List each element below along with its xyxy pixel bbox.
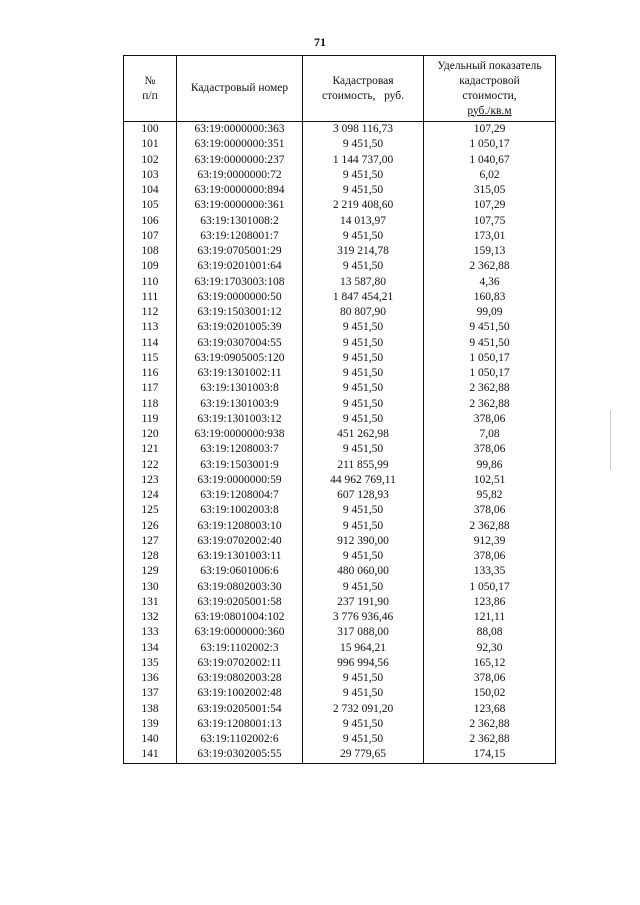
cell-cadastral-cost: 912 390,00: [303, 534, 424, 549]
table-row: [124, 336, 556, 351]
cell-cadastral-number: 63:19:0000000:72: [177, 168, 303, 183]
table-row: [124, 702, 556, 717]
cell-cadastral-number: 63:19:1208003:10: [177, 519, 303, 534]
table-row: [124, 259, 556, 274]
cell-row-number: 114: [124, 336, 177, 351]
cell-cadastral-number: 63:19:1208001:7: [177, 229, 303, 244]
table-row: [124, 366, 556, 381]
cell-row-number: 134: [124, 641, 177, 656]
cell-cadastral-cost: 2 219 408,60: [303, 198, 424, 213]
header-cost-line1: Кадастровая: [332, 74, 394, 87]
cell-specific-cost: 123,86: [424, 595, 556, 610]
table-row: [124, 732, 556, 747]
scan-edge-mark: [610, 410, 611, 470]
cell-specific-cost: 121,11: [424, 610, 556, 625]
cell-cadastral-number: 63:19:0000000:237: [177, 153, 303, 168]
cell-cadastral-number: 63:19:1301003:8: [177, 381, 303, 396]
cell-specific-cost: 107,29: [424, 122, 556, 138]
page-number: 71: [314, 35, 326, 49]
header-cadastral-number: [177, 56, 303, 122]
table-row: [124, 747, 556, 763]
cell-row-number: 113: [124, 320, 177, 335]
cell-specific-cost: 2 362,88: [424, 732, 556, 747]
table-row: [124, 442, 556, 457]
table-body: [124, 122, 556, 764]
cell-cadastral-number: 63:19:0000000:938: [177, 427, 303, 442]
cell-cadastral-cost: 9 451,50: [303, 580, 424, 595]
cell-cadastral-number: 63:19:0201001:64: [177, 259, 303, 274]
cell-row-number: 101: [124, 137, 177, 152]
table-row: [124, 427, 556, 442]
cell-specific-cost: 1 050,17: [424, 137, 556, 152]
cell-specific-cost: 92,30: [424, 641, 556, 656]
table-row: [124, 122, 556, 138]
cell-specific-cost: 315,05: [424, 183, 556, 198]
cell-cadastral-cost: 29 779,65: [303, 747, 424, 763]
cell-cadastral-cost: 9 451,50: [303, 183, 424, 198]
cell-cadastral-number: 63:19:1102002:6: [177, 732, 303, 747]
cell-row-number: 125: [124, 503, 177, 518]
cell-cadastral-cost: 1 144 737,00: [303, 153, 424, 168]
cell-cadastral-cost: 607 128,93: [303, 488, 424, 503]
cell-cadastral-cost: 211 855,99: [303, 458, 424, 473]
cell-specific-cost: 1 040,67: [424, 153, 556, 168]
table-row: [124, 717, 556, 732]
cell-row-number: 118: [124, 397, 177, 412]
cell-cadastral-cost: 2 732 091,20: [303, 702, 424, 717]
cell-cadastral-number: 63:19:0000000:894: [177, 183, 303, 198]
cell-specific-cost: 2 362,88: [424, 397, 556, 412]
cell-cadastral-number: 63:19:0000000:363: [177, 122, 303, 138]
table-row: [124, 305, 556, 320]
cell-cadastral-cost: 480 060,00: [303, 564, 424, 579]
table-row: [124, 244, 556, 259]
cell-cadastral-number: 63:19:0201005:39: [177, 320, 303, 335]
header-spec-line4: руб./кв.м: [467, 104, 512, 117]
cell-cadastral-cost: 1 847 454,21: [303, 290, 424, 305]
header-number-line1: №: [144, 74, 156, 87]
cell-row-number: 135: [124, 656, 177, 671]
cell-cadastral-cost: 9 451,50: [303, 549, 424, 564]
cell-specific-cost: 107,29: [424, 198, 556, 213]
cell-specific-cost: 173,01: [424, 229, 556, 244]
cell-cadastral-number: 63:19:1301008:2: [177, 214, 303, 229]
table-row: [124, 641, 556, 656]
table-row: [124, 625, 556, 640]
cell-row-number: 141: [124, 747, 177, 763]
cell-row-number: 102: [124, 153, 177, 168]
table-row: [124, 137, 556, 152]
cell-cadastral-number: 63:19:1002003:8: [177, 503, 303, 518]
cell-row-number: 100: [124, 122, 177, 138]
table-row: [124, 153, 556, 168]
cell-cadastral-number: 63:19:0702002:40: [177, 534, 303, 549]
cell-cadastral-cost: 9 451,50: [303, 381, 424, 396]
table-row: [124, 564, 556, 579]
header-row: [124, 56, 556, 122]
cell-specific-cost: 2 362,88: [424, 259, 556, 274]
cell-row-number: 129: [124, 564, 177, 579]
cell-cadastral-cost: 9 451,50: [303, 732, 424, 747]
cell-specific-cost: 378,06: [424, 549, 556, 564]
cell-row-number: 128: [124, 549, 177, 564]
cell-specific-cost: 160,83: [424, 290, 556, 305]
cell-row-number: 131: [124, 595, 177, 610]
cell-row-number: 124: [124, 488, 177, 503]
header-cadastral-label: Кадастровый номер: [190, 82, 289, 94]
cell-cadastral-number: 63:19:0702002:11: [177, 656, 303, 671]
cell-cadastral-cost: 9 451,50: [303, 229, 424, 244]
cell-row-number: 122: [124, 458, 177, 473]
cell-cadastral-number: 63:19:1503001:12: [177, 305, 303, 320]
cell-cadastral-cost: 9 451,50: [303, 320, 424, 335]
table-row: [124, 519, 556, 534]
cell-row-number: 121: [124, 442, 177, 457]
table-row: [124, 580, 556, 595]
table-row: [124, 320, 556, 335]
cell-cadastral-number: 63:19:0802003:28: [177, 671, 303, 686]
cell-row-number: 119: [124, 412, 177, 427]
table-row: [124, 503, 556, 518]
cell-cadastral-number: 63:19:1208004:7: [177, 488, 303, 503]
cell-row-number: 139: [124, 717, 177, 732]
cell-cadastral-number: 63:19:0802003:30: [177, 580, 303, 595]
cell-specific-cost: 1 050,17: [424, 351, 556, 366]
cell-specific-cost: 107,75: [424, 214, 556, 229]
cell-cadastral-cost: 9 451,50: [303, 259, 424, 274]
cell-cadastral-cost: 317 088,00: [303, 625, 424, 640]
cell-cadastral-cost: 996 994,56: [303, 656, 424, 671]
cell-cadastral-number: 63:19:0705001:29: [177, 244, 303, 259]
table-row: [124, 656, 556, 671]
cell-row-number: 133: [124, 625, 177, 640]
table-row: [124, 183, 556, 198]
cell-cadastral-cost: 451 262,98: [303, 427, 424, 442]
table-row: [124, 458, 556, 473]
cell-cadastral-cost: 9 451,50: [303, 397, 424, 412]
cell-specific-cost: 133,35: [424, 564, 556, 579]
cell-cadastral-cost: 9 451,50: [303, 412, 424, 427]
header-cadastral-cost: [303, 56, 424, 122]
cell-row-number: 104: [124, 183, 177, 198]
cell-cadastral-number: 63:19:0307004:55: [177, 336, 303, 351]
table-row: [124, 351, 556, 366]
table-header: [124, 56, 556, 122]
cell-cadastral-cost: 44 962 769,11: [303, 473, 424, 488]
cell-cadastral-number: 63:19:1301003:12: [177, 412, 303, 427]
cell-row-number: 117: [124, 381, 177, 396]
cell-specific-cost: 150,02: [424, 686, 556, 701]
table-row: [124, 412, 556, 427]
table-row: [124, 290, 556, 305]
cell-cadastral-cost: 13 587,80: [303, 275, 424, 290]
cell-specific-cost: 1 050,17: [424, 366, 556, 381]
table-row: [124, 214, 556, 229]
cell-specific-cost: 378,06: [424, 503, 556, 518]
cell-cadastral-number: 63:19:1301003:9: [177, 397, 303, 412]
cell-specific-cost: 1 050,17: [424, 580, 556, 595]
cell-row-number: 108: [124, 244, 177, 259]
cell-specific-cost: 4,36: [424, 275, 556, 290]
cell-specific-cost: 9 451,50: [424, 336, 556, 351]
header-number: [124, 56, 177, 122]
table-row: [124, 168, 556, 183]
table-row: [124, 595, 556, 610]
cadastral-table: [123, 55, 556, 764]
cell-cadastral-number: 63:19:1301003:11: [177, 549, 303, 564]
cell-cadastral-number: 63:19:1503001:9: [177, 458, 303, 473]
cell-specific-cost: 123,68: [424, 702, 556, 717]
table-row: [124, 275, 556, 290]
cell-cadastral-cost: 9 451,50: [303, 336, 424, 351]
cell-cadastral-cost: 9 451,50: [303, 686, 424, 701]
cell-row-number: 120: [124, 427, 177, 442]
cell-cadastral-number: 63:19:0000000:50: [177, 290, 303, 305]
cell-specific-cost: 2 362,88: [424, 519, 556, 534]
table-row: [124, 549, 556, 564]
cell-specific-cost: 159,13: [424, 244, 556, 259]
cell-cadastral-number: 63:19:0302005:55: [177, 747, 303, 763]
header-number-line2: п/п: [142, 89, 158, 102]
cell-cadastral-cost: 9 451,50: [303, 137, 424, 152]
cell-row-number: 130: [124, 580, 177, 595]
cell-specific-cost: 165,12: [424, 656, 556, 671]
header-spec-line1: Удельный показатель: [437, 59, 542, 72]
cell-specific-cost: 99,86: [424, 458, 556, 473]
header-spec-line3: стоимости,: [462, 89, 517, 102]
header-spec-line2: кадастровой: [459, 74, 520, 87]
cell-cadastral-cost: 319 214,78: [303, 244, 424, 259]
cell-specific-cost: 378,06: [424, 412, 556, 427]
cell-cadastral-number: 63:19:0000000:351: [177, 137, 303, 152]
table-row: [124, 488, 556, 503]
cell-cadastral-number: 63:19:0000000:361: [177, 198, 303, 213]
cell-row-number: 132: [124, 610, 177, 625]
cell-cadastral-cost: 9 451,50: [303, 503, 424, 518]
table-row: [124, 229, 556, 244]
cell-row-number: 106: [124, 214, 177, 229]
cell-specific-cost: 9 451,50: [424, 320, 556, 335]
cell-cadastral-number: 63:19:1703003:108: [177, 275, 303, 290]
cell-cadastral-number: 63:19:0205001:54: [177, 702, 303, 717]
cell-cadastral-cost: 9 451,50: [303, 168, 424, 183]
cell-cadastral-cost: 3 776 936,46: [303, 610, 424, 625]
header-cost-line2: стоимость, руб.: [322, 89, 404, 102]
cell-row-number: 140: [124, 732, 177, 747]
cell-row-number: 110: [124, 275, 177, 290]
table-row: [124, 671, 556, 686]
cell-row-number: 111: [124, 290, 177, 305]
cell-specific-cost: 6,02: [424, 168, 556, 183]
cell-cadastral-cost: 9 451,50: [303, 351, 424, 366]
table-row: [124, 534, 556, 549]
cell-row-number: 127: [124, 534, 177, 549]
cell-specific-cost: 174,15: [424, 747, 556, 763]
cell-specific-cost: 912,39: [424, 534, 556, 549]
cell-cadastral-cost: 14 013,97: [303, 214, 424, 229]
cell-row-number: 112: [124, 305, 177, 320]
table-row: [124, 686, 556, 701]
cell-cadastral-cost: 15 964,21: [303, 641, 424, 656]
cell-row-number: 107: [124, 229, 177, 244]
table-row: [124, 381, 556, 396]
table-row: [124, 397, 556, 412]
cell-cadastral-number: 63:19:1002002:48: [177, 686, 303, 701]
cell-cadastral-number: 63:19:1102002:3: [177, 641, 303, 656]
cell-row-number: 138: [124, 702, 177, 717]
table-row: [124, 610, 556, 625]
cell-specific-cost: 2 362,88: [424, 381, 556, 396]
cell-cadastral-number: 63:19:0601006:6: [177, 564, 303, 579]
table-row: [124, 473, 556, 488]
cell-row-number: 105: [124, 198, 177, 213]
cell-row-number: 103: [124, 168, 177, 183]
cell-cadastral-number: 63:19:0000000:59: [177, 473, 303, 488]
cell-cadastral-cost: 80 807,90: [303, 305, 424, 320]
cell-specific-cost: 378,06: [424, 442, 556, 457]
cell-specific-cost: 378,06: [424, 671, 556, 686]
cell-cadastral-cost: 9 451,50: [303, 519, 424, 534]
cell-row-number: 123: [124, 473, 177, 488]
cell-cadastral-number: 63:19:0000000:360: [177, 625, 303, 640]
cell-cadastral-cost: 9 451,50: [303, 671, 424, 686]
table-row: [124, 198, 556, 213]
cell-cadastral-number: 63:19:1208001:13: [177, 717, 303, 732]
cell-cadastral-cost: 9 451,50: [303, 717, 424, 732]
cell-row-number: 115: [124, 351, 177, 366]
cell-specific-cost: 88,08: [424, 625, 556, 640]
cell-cadastral-number: 63:19:0205001:58: [177, 595, 303, 610]
cell-cadastral-number: 63:19:1208003:7: [177, 442, 303, 457]
cell-specific-cost: 102,51: [424, 473, 556, 488]
cell-cadastral-cost: 9 451,50: [303, 442, 424, 457]
cell-cadastral-number: 63:19:1301002:11: [177, 366, 303, 381]
cell-cadastral-cost: 9 451,50: [303, 366, 424, 381]
cell-row-number: 126: [124, 519, 177, 534]
cell-specific-cost: 2 362,88: [424, 717, 556, 732]
cell-cadastral-cost: 237 191,90: [303, 595, 424, 610]
header-specific-cost: [424, 56, 556, 122]
cell-specific-cost: 7,08: [424, 427, 556, 442]
cell-row-number: 116: [124, 366, 177, 381]
cell-cadastral-number: 63:19:0801004:102: [177, 610, 303, 625]
cell-cadastral-cost: 3 098 116,73: [303, 122, 424, 138]
cell-specific-cost: 95,82: [424, 488, 556, 503]
cell-cadastral-number: 63:19:0905005:120: [177, 351, 303, 366]
cell-row-number: 109: [124, 259, 177, 274]
cell-row-number: 137: [124, 686, 177, 701]
cell-specific-cost: 99,09: [424, 305, 556, 320]
cell-row-number: 136: [124, 671, 177, 686]
